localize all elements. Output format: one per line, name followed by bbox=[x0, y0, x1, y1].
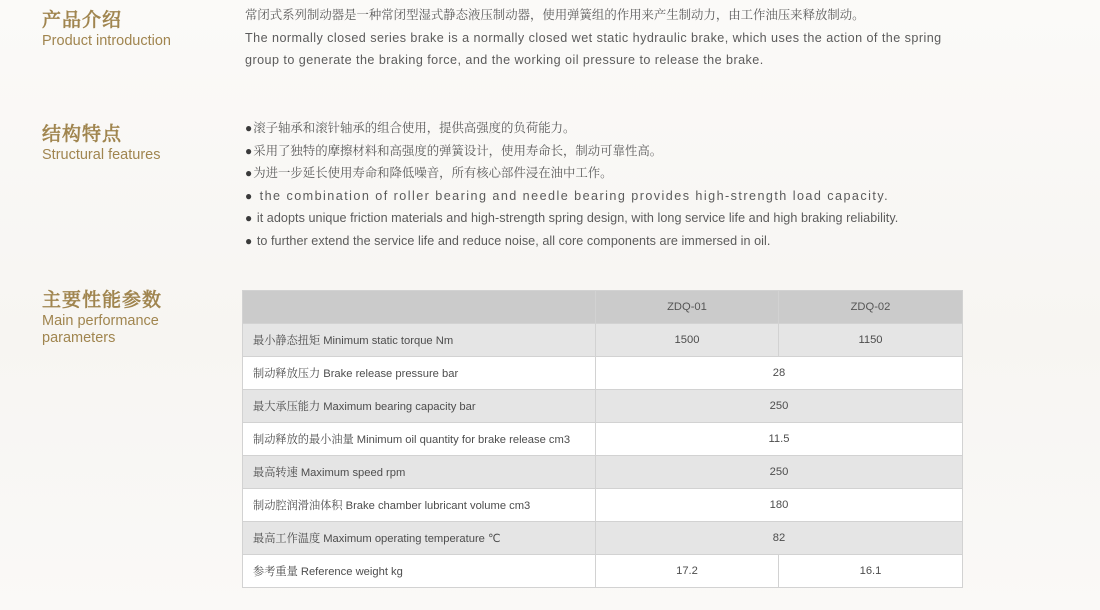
list-item bbox=[245, 230, 975, 253]
bullet-icon: ● bbox=[245, 233, 253, 248]
intro-text-en-line2: group to generate the braking force, and the working oil pressure to release the brake. bbox=[245, 53, 764, 67]
intro-text-en-line1: The normally closed series brake is a normally closed wet static hydraulic brake, which uses the action of the spring bbox=[245, 30, 942, 45]
section-title-structural-features bbox=[42, 124, 160, 164]
section-title-zh: 主要性能参数 bbox=[42, 290, 163, 311]
product-introduction-text bbox=[245, 4, 975, 72]
bullet-icon: ● bbox=[245, 143, 253, 158]
intro-text-zh: 常闭式系列制动器是一种常闭型湿式静态液压制动器，使用弹簧组的作用来产生制动力，由工作油压来释放制动。 bbox=[245, 8, 865, 22]
feature-text: 采用了独特的摩擦材料和高强度的弹簧设计，使用寿命长，制动可靠性高。 bbox=[253, 143, 663, 158]
table-row bbox=[243, 555, 963, 588]
table-row bbox=[243, 489, 963, 522]
table-row-label: 最小静态扭矩 Minimum static torque Nm bbox=[243, 324, 596, 357]
list-item bbox=[245, 185, 975, 208]
table-header-zdq-01: ZDQ-01 bbox=[596, 291, 779, 324]
section-title-en: Product introduction bbox=[42, 33, 171, 49]
feature-text: to further extend the service life and reduce noise, all core components are immersed in oil. bbox=[253, 233, 771, 248]
bullet-icon: ● bbox=[245, 166, 253, 181]
section-title-en: Structural features bbox=[42, 147, 161, 163]
bullet-icon: ● bbox=[245, 211, 253, 226]
section-title-main-performance-parameters bbox=[42, 290, 202, 347]
table-cell-value: 1500 bbox=[596, 324, 779, 357]
table-row-label: 最高转速 Maximum speed rpm bbox=[243, 456, 596, 489]
table-header-zdq-02: ZDQ-02 bbox=[779, 291, 963, 324]
table-row-label: 制动释放的最小油量 Minimum oil quantity for brake release cm3 bbox=[243, 423, 596, 456]
table-row bbox=[243, 423, 963, 456]
section-title-en-line1: Main performance bbox=[42, 313, 159, 329]
table-cell-value: 11.5 bbox=[596, 423, 963, 456]
feature-text: it adopts unique friction materials and high-strength spring design, with long service life and high braking reliability. bbox=[253, 211, 899, 226]
feature-text: 滚子轴承和滚针轴承的组合使用，提供高强度的负荷能力。 bbox=[253, 121, 576, 135]
list-item bbox=[245, 140, 975, 163]
section-title-zh: 结构特点 bbox=[42, 124, 123, 145]
list-item bbox=[245, 117, 975, 140]
table-cell-value: 17.2 bbox=[596, 555, 779, 588]
table-row bbox=[243, 357, 963, 390]
bullet-icon: ● bbox=[245, 121, 253, 135]
table-row-label: 最大承压能力 Maximum bearing capacity bar bbox=[243, 390, 596, 423]
structural-features-list bbox=[245, 117, 975, 253]
table-row bbox=[243, 456, 963, 489]
performance-parameters-table bbox=[242, 290, 963, 588]
table-header-row bbox=[243, 291, 963, 324]
table-row bbox=[243, 324, 963, 357]
section-title-zh: 产品介绍 bbox=[42, 10, 123, 31]
table-header-cell-empty bbox=[243, 291, 596, 324]
table-row-label: 参考重量 Reference weight kg bbox=[243, 555, 596, 588]
table-cell-value: 16.1 bbox=[779, 555, 963, 588]
feature-text: the combination of roller bearing and needle bearing provides high-strength load capacity. bbox=[254, 188, 890, 203]
table-row-label: 制动释放压力 Brake release pressure bar bbox=[243, 357, 596, 390]
table-cell-value: 1150 bbox=[779, 324, 963, 357]
feature-text: 为进一步延长使用寿命和降低噪音，所有核心部件浸在油中工作。 bbox=[253, 166, 613, 181]
list-item bbox=[245, 162, 975, 185]
table-row-label: 最高工作温度 Maximum operating temperature ℃ bbox=[243, 522, 596, 555]
table-cell-value: 82 bbox=[596, 522, 963, 555]
table-cell-value: 180 bbox=[596, 489, 963, 522]
table-cell-value: 28 bbox=[596, 357, 963, 390]
section-title-en-line2: parameters bbox=[42, 330, 116, 346]
table-row-label: 制动腔润滑油体积 Brake chamber lubricant volume cm3 bbox=[243, 489, 596, 522]
list-item bbox=[245, 207, 975, 230]
table-row bbox=[243, 522, 963, 555]
table-row bbox=[243, 390, 963, 423]
table-cell-value: 250 bbox=[596, 456, 963, 489]
section-title-product-introduction bbox=[42, 10, 171, 50]
bullet-icon: ● bbox=[245, 188, 254, 203]
table-cell-value: 250 bbox=[596, 390, 963, 423]
